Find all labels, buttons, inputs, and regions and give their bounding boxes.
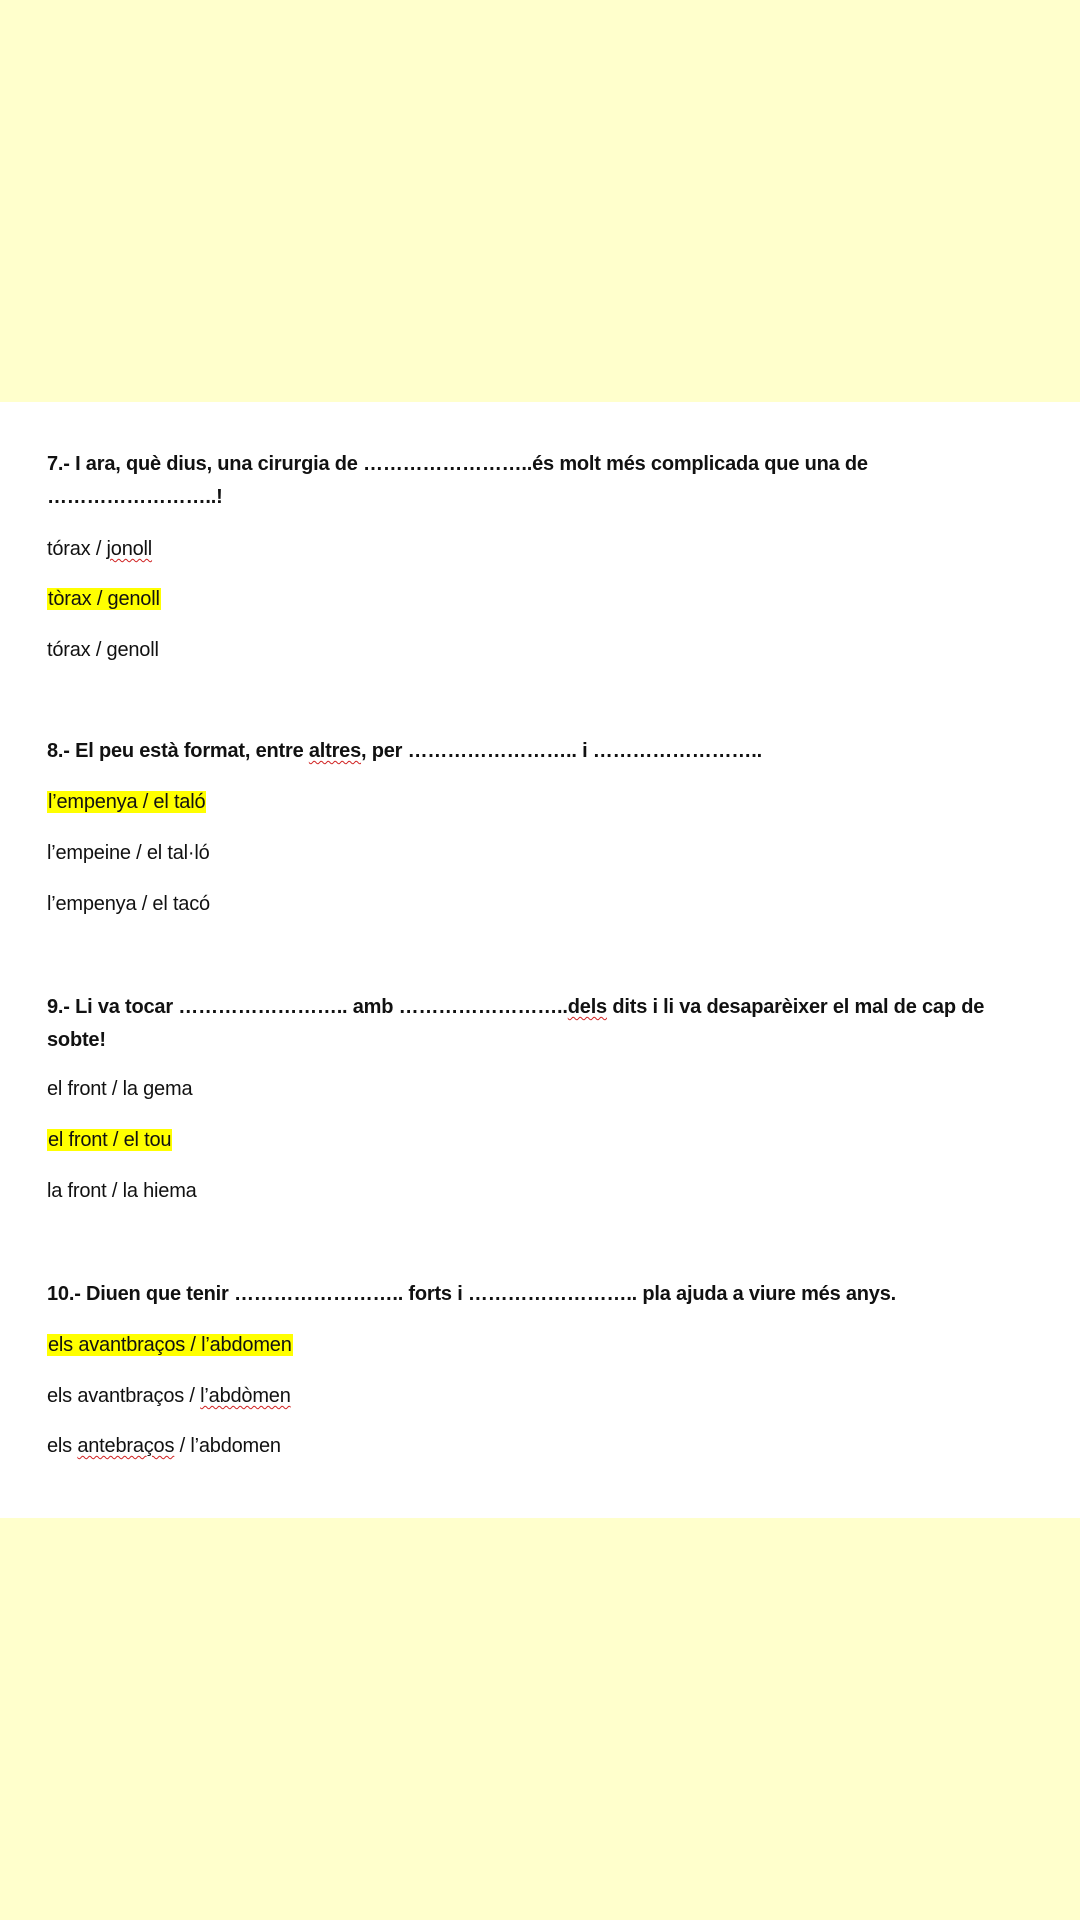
misspelled-word: l’abdòmen (200, 1385, 291, 1407)
document-page (0, 402, 1080, 1518)
option-10a[interactable] (47, 1331, 293, 1359)
highlighted-answer: l’empenya / el taló (48, 791, 206, 813)
question-text: , per …………………….. i …………………….. (361, 740, 762, 762)
highlighted-answer: els avantbraços / l’abdomen (48, 1334, 292, 1356)
option-9b[interactable] (47, 1126, 172, 1154)
misspelled-word: dels (567, 996, 607, 1018)
question-8 (47, 735, 1027, 768)
question-text: 8.- El peu està format, entre (47, 740, 309, 762)
option-7c[interactable] (47, 636, 159, 664)
option-10c[interactable] (47, 1432, 281, 1460)
option-text: l’empenya / el tacó (47, 893, 210, 915)
misspelled-word: altres (308, 740, 362, 762)
option-8c[interactable] (47, 890, 210, 918)
option-text: els (47, 1435, 78, 1457)
option-9a[interactable] (47, 1075, 192, 1103)
highlighted-answer: el front / el tou (48, 1129, 172, 1151)
option-10b[interactable] (47, 1382, 291, 1410)
option-text: els avantbraços / (47, 1385, 201, 1407)
option-text: la front / la hiema (47, 1180, 197, 1202)
option-8a[interactable] (47, 788, 206, 816)
option-text: / l’abdomen (174, 1435, 281, 1457)
option-9c[interactable] (47, 1177, 197, 1205)
option-7b[interactable] (47, 585, 161, 613)
question-7: 7.- I ara, què dius, una cirurgia de ……………………..és molt més complicada que una de ……………………..! (47, 453, 868, 508)
question-10: 10.- Diuen que tenir …………………….. forts i …………………….. pla ajuda a viure més anys. (47, 1283, 897, 1305)
option-text: el front / la gema (47, 1078, 193, 1100)
option-text: tórax / (47, 538, 107, 560)
highlighted-answer: tòrax / genoll (48, 588, 160, 610)
question-text: dits i li va desaparèixer el mal de cap de sobte! (47, 996, 985, 1051)
option-7a[interactable] (47, 535, 152, 563)
question-9 (47, 991, 1027, 1057)
option-8b[interactable] (47, 839, 210, 867)
question-text: 9.- Li va tocar …………………….. amb …………………….. (47, 996, 568, 1018)
option-text: l’empeine / el tal·ló (47, 842, 210, 864)
misspelled-word: antebraços (77, 1435, 175, 1457)
option-text: tórax / genoll (47, 639, 159, 661)
misspelled-word: jonoll (106, 538, 153, 560)
